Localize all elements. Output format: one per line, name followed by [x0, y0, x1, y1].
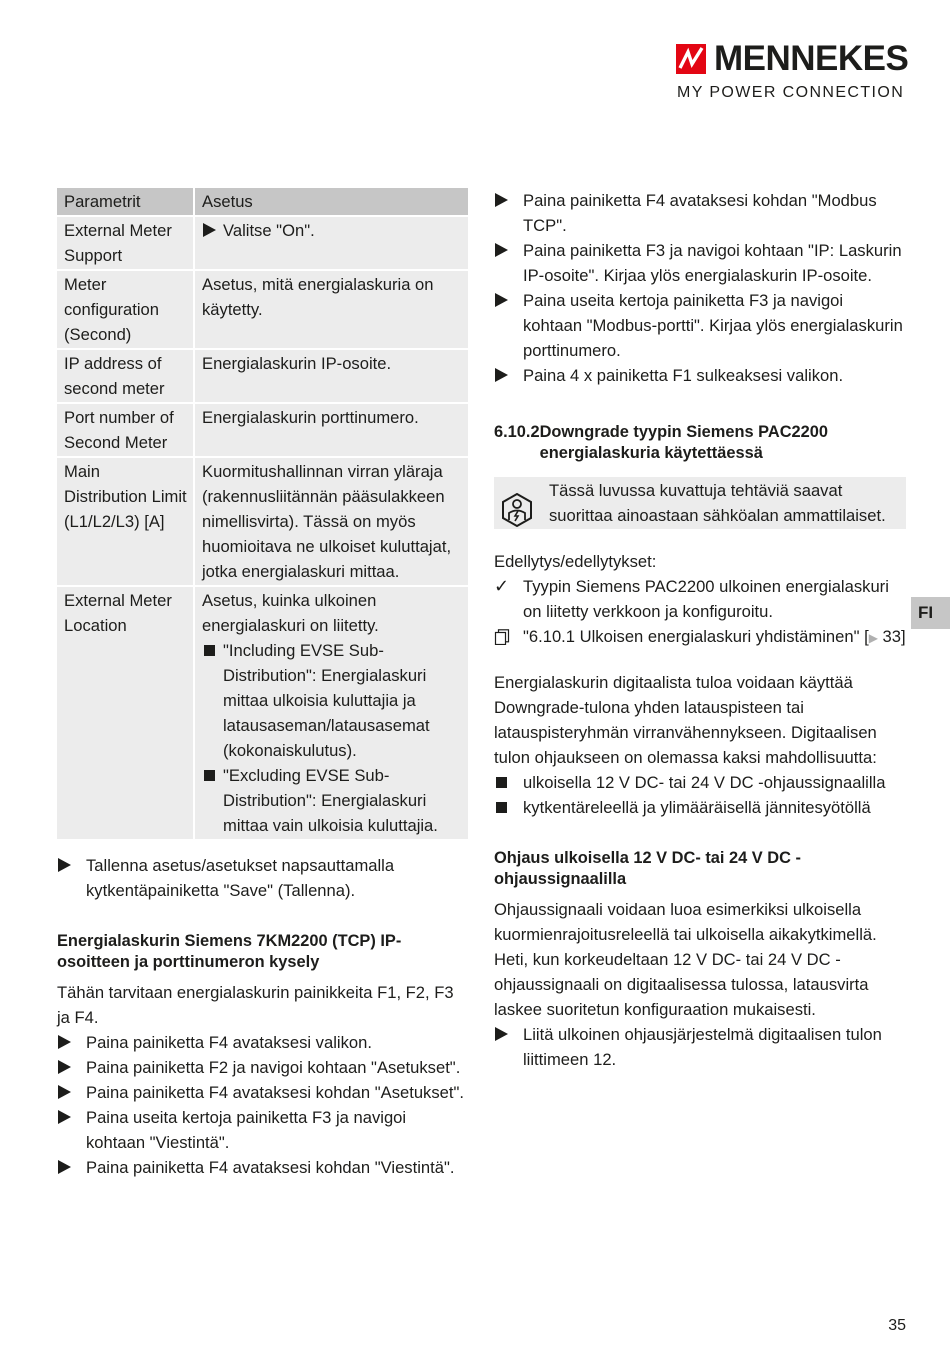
section-heading-6-10-2	[494, 422, 906, 464]
parameter-table	[57, 188, 468, 839]
subsection-heading: Ohjaus ulkoisella 12 V DC- tai 24 V DC -ohjaussignaalilla	[494, 849, 801, 888]
intro-text: Tähän tarvitaan energialaskurin painikkeita F1, F2, F3 ja F4.	[57, 983, 454, 1027]
step-arrow-icon	[58, 1160, 71, 1174]
table-cell-param: Meter configuration (Second)	[57, 270, 194, 349]
language-tab: FI	[911, 597, 950, 629]
step-arrow-icon	[58, 1060, 71, 1074]
step-text: Paina painiketta F3 ja navigoi kohtaan "IP: Laskurin IP-osoite". Kirjaa ylös energialaskurin IP-osoite.	[523, 241, 902, 285]
checkmark-icon: ✓	[494, 576, 510, 596]
list-item	[494, 795, 906, 820]
page-arrow-icon: ▶	[868, 631, 878, 645]
list-item	[494, 188, 906, 238]
step-text: Paina useita kertoja painiketta F3 ja navigoi kohtaan "Modbus-portti". Kirjaa ylös energialaskurin porttinumero.	[523, 291, 903, 360]
table-header-row	[57, 188, 468, 216]
prerequisites-label: Edellytys/edellytykset:	[494, 552, 657, 571]
step-arrow-icon	[203, 223, 216, 237]
table-row	[57, 349, 468, 403]
step-text: Paina painiketta F4 avataksesi kohdan "Asetukset".	[86, 1083, 464, 1102]
save-step	[57, 853, 468, 903]
list-item	[494, 770, 906, 795]
table-cell-setting: Energialaskurin porttinumero.	[194, 403, 468, 457]
section-title: Downgrade tyypin Siemens PAC2200 energialaskuria käytettäessä	[539, 423, 829, 462]
brand-name: MENNEKES	[714, 39, 909, 78]
step-arrow-icon	[58, 1085, 71, 1099]
table-cell-param: Main Distribution Limit (L1/L2/L3) [A]	[57, 457, 194, 586]
prerequisite-text: Tyypin Siemens PAC2200 ulkoinen energialaskuri on liitetty verkkoon ja konfiguroitu.	[523, 577, 889, 621]
brand-tagline: MY POWER CONNECTION	[677, 84, 905, 101]
section-heading: Energialaskurin Siemens 7KM2200 (TCP) IP-osoitteen ja porttinumeron kysely	[57, 932, 402, 971]
bullet-square-icon	[496, 777, 507, 788]
step-text: Paina painiketta F4 avataksesi kohdan "Viestintä".	[86, 1158, 455, 1177]
step-text: Paina useita kertoja painiketta F3 ja navigoi kohtaan "Viestintä".	[86, 1108, 407, 1152]
step-text: Tallenna asetus/asetukset napsauttamalla kytkentäpainiketta "Save" (Tallenna).	[86, 856, 395, 900]
reference-text: "6.10.1 Ulkoisen energialaskuri yhdistäminen" [	[523, 627, 869, 646]
table-row	[57, 586, 468, 839]
list-item	[57, 1155, 468, 1180]
list-item	[494, 1022, 906, 1072]
step-arrow-icon	[495, 243, 508, 257]
body-paragraph: Energialaskurin digitaalista tuloa voidaan käyttää Downgrade-tulona yhden latauspisteen tai latauspisteryhmän virranvähennykseen. Digitaalisen tulon ohjaukseen on olemassa kaksi mahdollisuutta:	[494, 673, 877, 767]
list-item	[57, 1105, 468, 1155]
table-header-setting: Asetus	[194, 188, 468, 216]
table-cell-setting	[194, 216, 468, 270]
setting-text: Asetus, kuinka ulkoinen energialaskuri on liitetty.	[202, 591, 379, 635]
table-cell-param: External Meter Location	[57, 586, 194, 839]
step-arrow-icon	[58, 1110, 71, 1124]
table-cell-setting: Kuormitushallinnan virran yläraja (rakennusliitännän pääsulakkeen nimellisvirta). Tässä on myös huomioitava ne ulkoiset kuluttajat, jotka energialaskuri mittaa.	[194, 457, 468, 586]
left-column	[57, 188, 468, 1180]
body-paragraph: Ohjaussignaali voidaan luoa esimerkiksi ulkoisella kuormienrajoitusreleellä tai ulkoisella aikakytkimellä. Heti, kun korkeudeltaan 12 V DC- tai 24 V DC -ohjaussignaali on digitaalisessa tulossa, latausvirta laskee suoritetun konfiguraation mukaisesti.	[494, 900, 877, 1019]
step-text: Paina painiketta F4 avataksesi valikon.	[86, 1033, 372, 1052]
electrician-icon	[500, 493, 534, 527]
option-text: kytkentäreleellä ja ylimääräisellä jännitesyötöllä	[523, 798, 871, 817]
table-cell-param: External Meter Support	[57, 216, 194, 270]
option-text: ulkoisella 12 V DC- tai 24 V DC -ohjaussignaalilla	[523, 773, 886, 792]
table-cell-setting: Asetus, mitä energialaskuria on käytetty.	[194, 270, 468, 349]
bullet-square-icon	[204, 645, 215, 656]
list-item	[57, 1030, 468, 1055]
step-arrow-icon	[495, 193, 508, 207]
right-column	[494, 188, 906, 1072]
document-reference-icon	[494, 629, 510, 645]
step-text: Paina painiketta F4 avataksesi kohdan "Modbus TCP".	[523, 191, 877, 235]
qualification-notice	[494, 477, 906, 529]
step-arrow-icon	[495, 293, 508, 307]
table-row	[57, 270, 468, 349]
bullet-square-icon	[204, 770, 215, 781]
bullet-text: "Excluding EVSE Sub-Distribution": Energialaskuri mittaa vain ulkoisia kuluttajia.	[223, 766, 438, 835]
list-item	[57, 1080, 468, 1105]
bullet-square-icon	[496, 802, 507, 813]
step-arrow-icon	[58, 858, 71, 872]
table-row	[57, 216, 468, 270]
list-item	[494, 363, 906, 388]
mennekes-logo-icon	[676, 44, 706, 74]
bullet-text: "Including EVSE Sub-Distribution": Energialaskuri mittaa ulkoisia kuluttajia ja latausaseman/latausasemat (kokonaiskulutus).	[223, 641, 430, 760]
table-cell-setting: Energialaskurin IP-osoite.	[194, 349, 468, 403]
list-item	[494, 238, 906, 288]
prerequisite-item	[494, 574, 906, 624]
table-cell-param: Port number of Second Meter	[57, 403, 194, 457]
list-item	[494, 288, 906, 363]
step-text: Liitä ulkoinen ohjausjärjestelmä digitaalisen tulon liittimeen 12.	[523, 1025, 882, 1069]
step-text: Paina painiketta F2 ja navigoi kohtaan "Asetukset".	[86, 1058, 461, 1077]
page-number: 35	[888, 1317, 906, 1334]
section-number: 6.10.2	[494, 423, 540, 441]
list-item	[57, 1055, 468, 1080]
table-header-parameter: Parametrit	[57, 188, 194, 216]
table-cell-setting	[194, 586, 468, 839]
table-row	[57, 457, 468, 586]
step-arrow-icon	[495, 1027, 508, 1041]
table-cell-param: IP address of second meter	[57, 349, 194, 403]
step-arrow-icon	[495, 368, 508, 382]
reference-page[interactable]: 33]	[882, 627, 906, 646]
setting-step-text: Valitse "On".	[223, 221, 315, 240]
cross-reference	[494, 624, 906, 651]
step-arrow-icon	[58, 1035, 71, 1049]
notice-text: Tässä luvussa kuvattuja tehtäviä saavat suorittaa ainoastaan sähköalan ammattilaiset.	[549, 481, 886, 525]
table-row	[57, 403, 468, 457]
step-text: Paina 4 x painiketta F1 sulkeaksesi valikon.	[523, 366, 844, 385]
brand-logo	[676, 39, 909, 104]
